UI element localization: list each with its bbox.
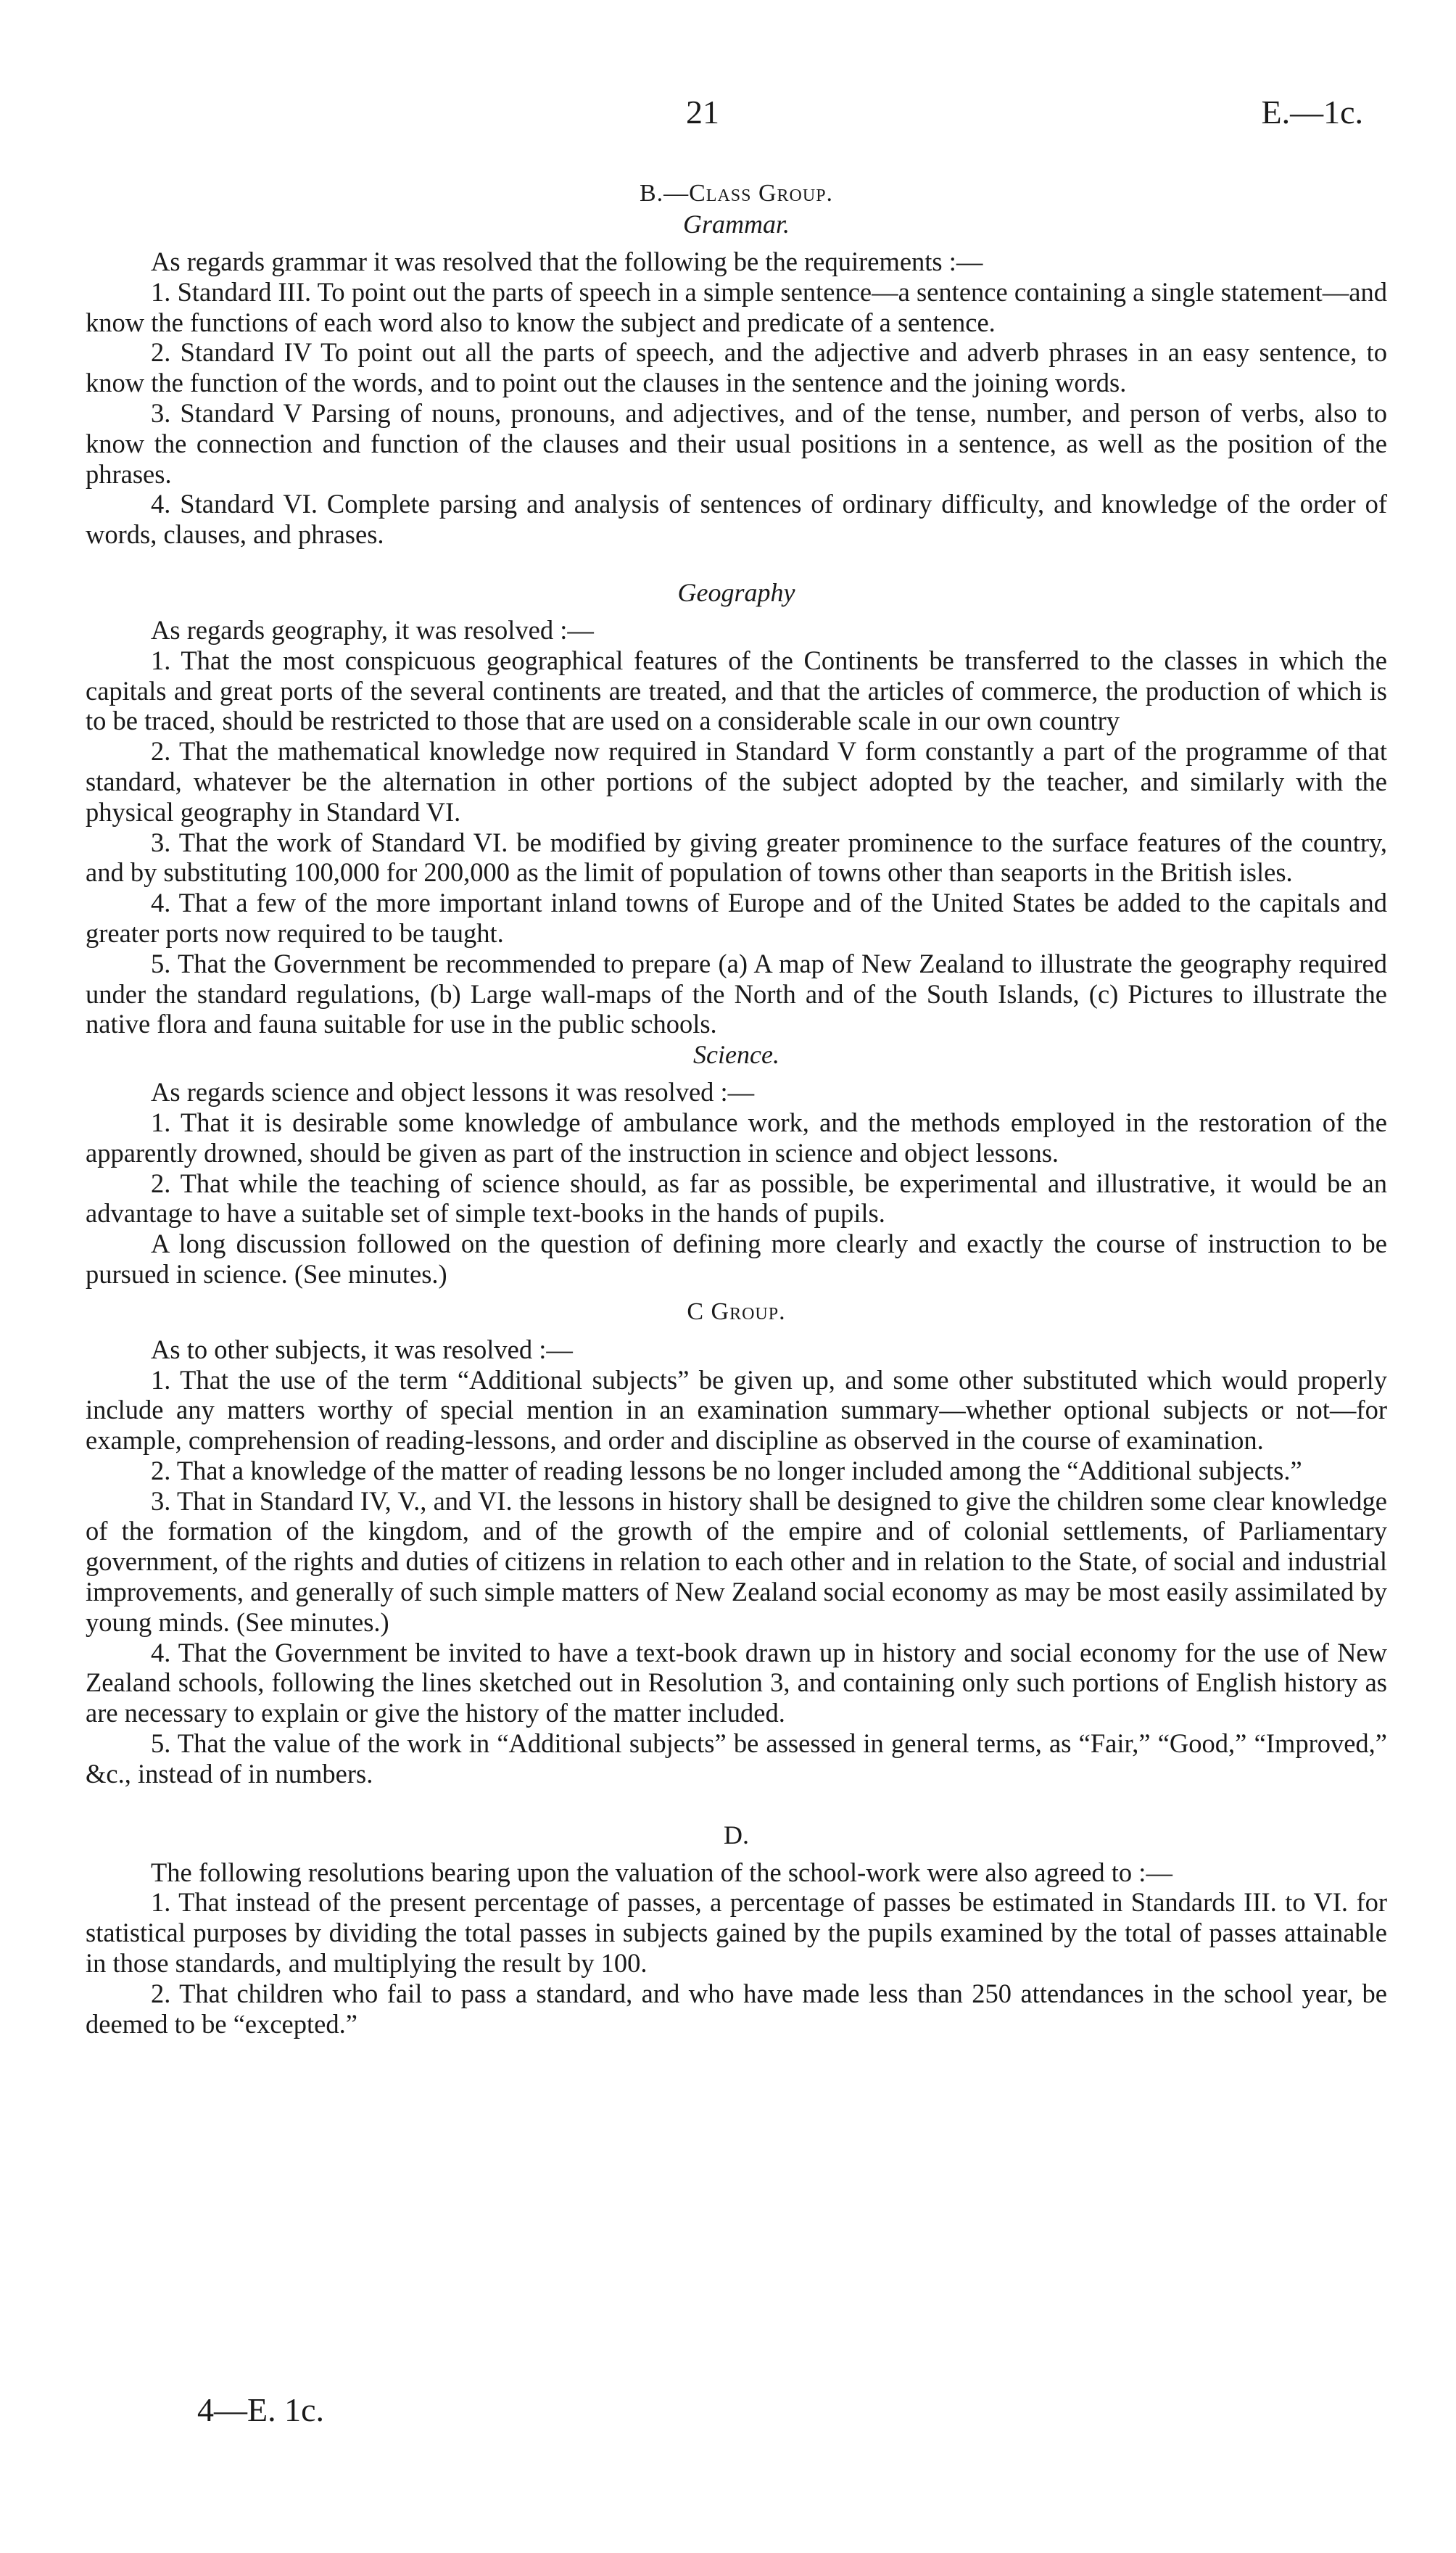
paragraph: 2. That a knowledge of the matter of reading lessons be no longer included among the “Additional subjects.” bbox=[151, 1455, 1302, 1485]
paragraph: As to other subjects, it was resolved :— bbox=[151, 1334, 573, 1364]
paragraph: 2. That the mathematical knowledge now required in Standard V form constantly a part of the programme of that standard, whatever be the alternation in other portions of the subject adopted by the teacher, and similarly with the physical geography in Standard VI. bbox=[86, 736, 1387, 827]
paragraph: 5. That the Government be recommended to prepare (a) A map of New Zealand to illustrate the geography required under the standard regulations, (b) Large wall-maps of the North and of the South Islands, (c) Pictures to illustrate the native flora and fauna suitable for use in the public schools. bbox=[86, 948, 1387, 1039]
paragraph: 4. That the Government be invited to have a text-book drawn up in history and social economy for the use of New Zealand schools, following the lines sketched out in Resolution 3, and containing only such portions of English history as are necessary to explain or give the history of the matter included. bbox=[86, 1637, 1387, 1728]
paragraph: 3. That the work of Standard VI. be modified by giving greater prominence to the surface features of the country, and by substituting 100,000 for 200,000 as the limit of population of towns other than seaports in the British isles. bbox=[86, 827, 1387, 888]
page-body bbox=[86, 178, 1387, 2039]
paragraph: The following resolutions bearing upon the valuation of the school-work were also agreed to :— bbox=[151, 1857, 1172, 1887]
paragraph: 2. That children who fail to pass a standard, and who have made less than 250 attendances in the school year, be deemed to be “excepted.” bbox=[86, 1978, 1387, 2039]
section-heading-c: C Group. bbox=[687, 1298, 786, 1325]
subheading-grammar: Grammar. bbox=[682, 210, 790, 239]
paragraph: 1. That instead of the present percentage of passes, a percentage of passes be estimated in Standards III. to VI. for statistical purposes by dividing the total passes in subjects gained by the pupils examined by the total of passes attainable in those standards, and multiplying the result by 100. bbox=[86, 1887, 1387, 1979]
signature-mark: 4—E. 1c. bbox=[197, 2391, 325, 2428]
paragraph: As regards science and object lessons it was resolved :— bbox=[151, 1077, 755, 1108]
subheading-science: Science. bbox=[693, 1040, 779, 1070]
paragraph: 2. Standard IV To point out all the parts of speech, and the adjective and adverb phrases in an easy sentence, to know the function of the words, and to point out the clauses in the sentence and the joining words. bbox=[86, 337, 1387, 398]
section-heading-b: B.—Class Group. bbox=[639, 180, 834, 207]
subheading-geography: Geography bbox=[677, 577, 795, 607]
paragraph: 5. That the value of the work in “Additional subjects” be assessed in general terms, as “Fair,” “Good,” “Improved,” &c., instead of in numbers. bbox=[86, 1728, 1387, 1789]
paragraph: 4. That a few of the more important inland towns of Europe and of the United States be added to the capitals and greater ports now required to be taught. bbox=[86, 888, 1387, 948]
paragraph: 3. That in Standard IV, V., and VI. the lessons in history shall be designed to give the children some clear knowledge of the formation of the kingdom, and of the growth of the empire and of colonial settlements, of Parliamentary government, of the rights and duties of citizens in relation to each other and in relation to the State, of social and industrial improvements, and generally of such simple matters of New Zealand social economy as may be most easily assimilated by young minds. (See minutes.) bbox=[86, 1485, 1387, 1637]
paragraph: 2. That while the teaching of science should, as far as possible, be experimental and illustrative, it would be an advantage to have a suitable set of simple text-books in the hands of pupils. bbox=[86, 1168, 1387, 1229]
paragraph: 1. That it is desirable some knowledge of ambulance work, and the methods employed in the restoration of the apparently drowned, should be given as part of the instruction in science and object lessons. bbox=[86, 1107, 1387, 1168]
document-reference: E.—1c. bbox=[1261, 94, 1363, 131]
paragraph: As regards grammar it was resolved that the following be the requirements :— bbox=[151, 247, 983, 276]
page-header bbox=[0, 93, 1456, 136]
paragraph: 4. Standard VI. Complete parsing and analysis of sentences of ordinary difficulty, and knowledge of the order of words, clauses, and phrases. bbox=[86, 489, 1387, 550]
paragraph: A long discussion followed on the question of defining more clearly and exactly the course of instruction to be pursued in science. (See minutes.) bbox=[86, 1229, 1387, 1289]
paragraph: 1. Standard III. To point out the parts of speech in a simple sentence—a sentence containing a single statement—and know the functions of each word also to know the subject and predicate of a sentence. bbox=[86, 276, 1387, 337]
paragraph: 3. Standard V Parsing of nouns, pronouns, and adjectives, and of the tense, number, and person of verbs, also to know the connection and function of the clauses and their usual positions in a sentence, as well as the position of the phrases. bbox=[86, 397, 1387, 489]
page-number: 21 bbox=[686, 94, 719, 131]
paragraph: 1. That the most conspicuous geographical features of the Continents be transferred to the classes in which the capitals and great ports of the several continents are treated, and that the articles of commerce, the production of which is to be traced, should be restricted to those that are used on a considerable scale in our own country bbox=[86, 645, 1387, 736]
paragraph: As regards geography, it was resolved :— bbox=[151, 614, 594, 645]
section-heading-d: D. bbox=[724, 1820, 749, 1849]
paragraph: 1. That the use of the term “Additional subjects” be given up, and some other substituted which would properly include any matters worthy of special mention in an examination summary—whether optional subjects or not—for example, comprehension of reading-lessons, and order and discipline as observed in the course of examination. bbox=[86, 1364, 1387, 1456]
